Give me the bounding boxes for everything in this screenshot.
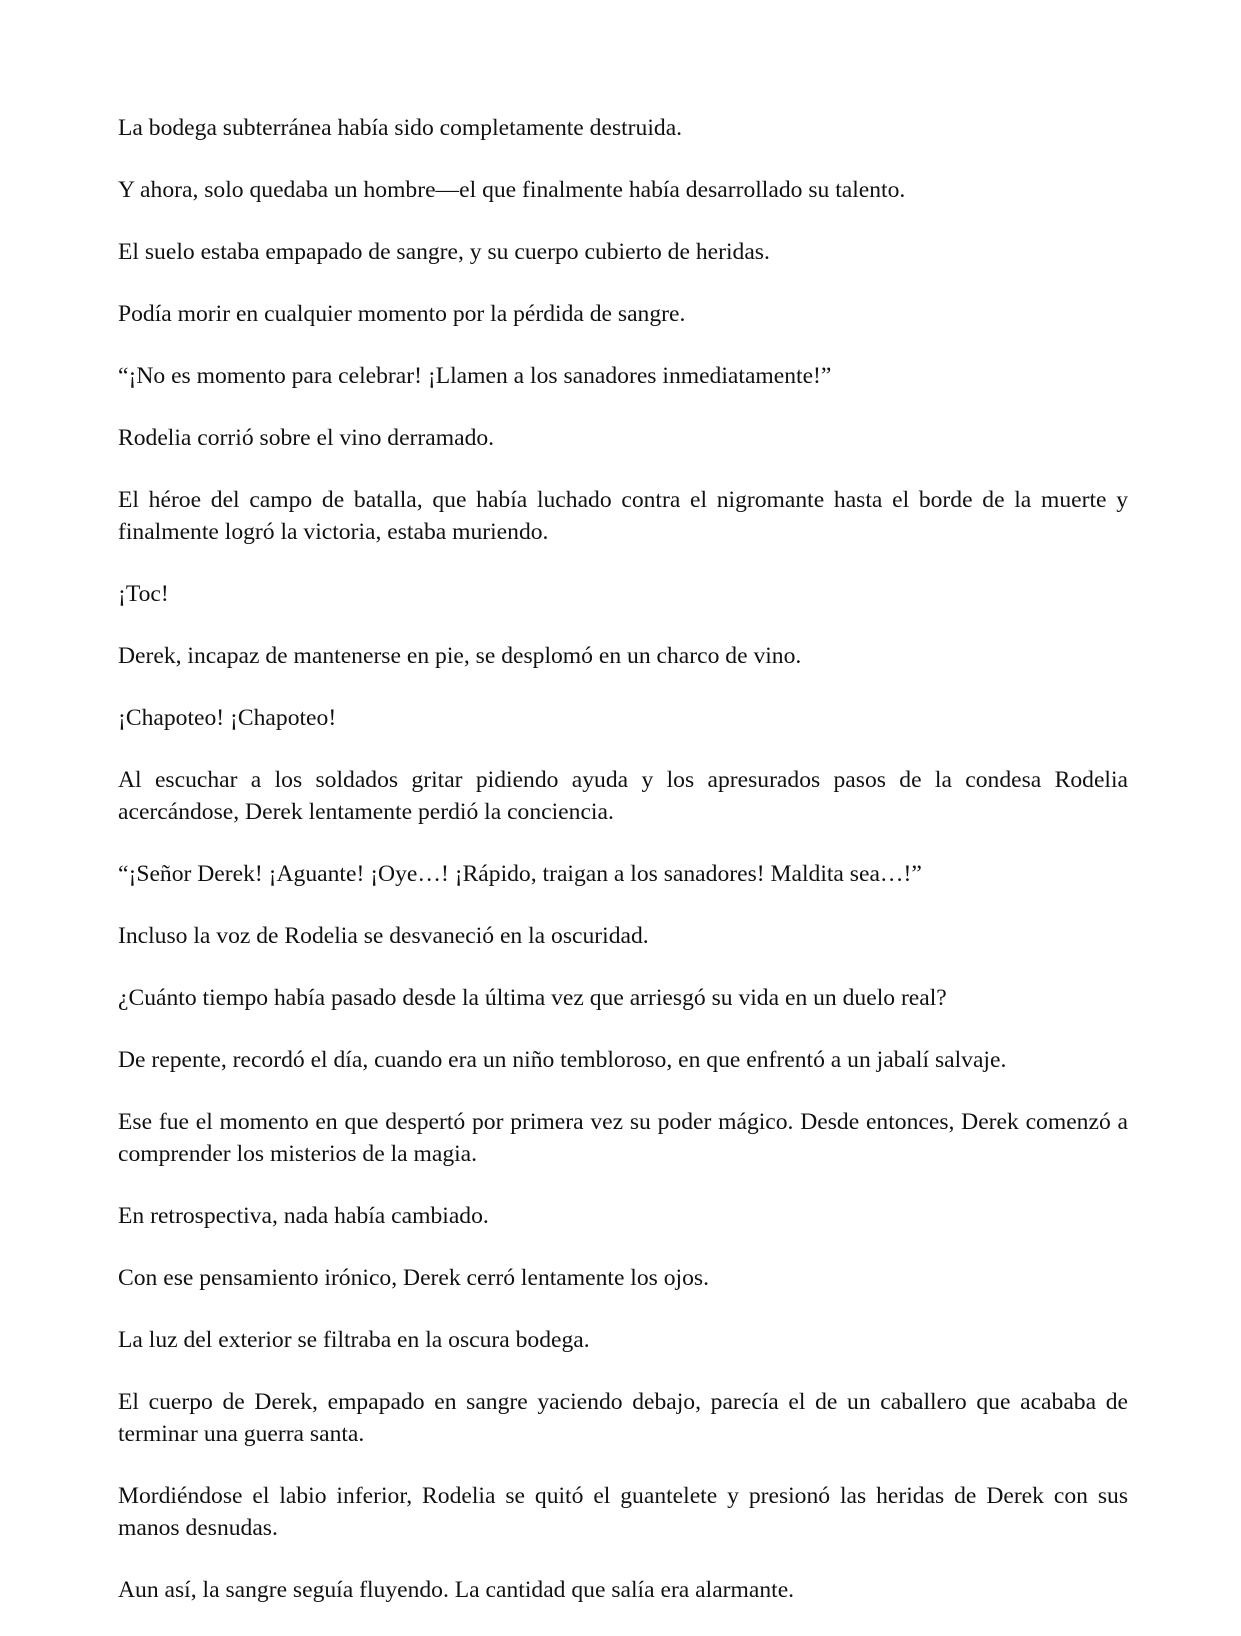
paragraph: Aun así, la sangre seguía fluyendo. La cantidad que salía era alarmante. (118, 1577, 795, 1603)
paragraph: El suelo estaba empapado de sangre, y su cuerpo cubierto de heridas. (118, 239, 770, 265)
paragraph: “¡No es momento para celebrar! ¡Llamen a los sanadores inmediatamente!” (118, 363, 832, 389)
paragraph: Con ese pensamiento irónico, Derek cerró lentamente los ojos. (118, 1265, 709, 1291)
paragraph: En retrospectiva, nada había cambiado. (118, 1203, 489, 1229)
paragraph: “¡Señor Derek! ¡Aguante! ¡Oye…! ¡Rápido, traigan a los sanadores! Maldita sea…!” (118, 861, 922, 887)
paragraph: Ese fue el momento en que despertó por primera vez su poder mágico. Desde entonces, Derek comenzó a comprender los misterios de la magia. (118, 1109, 1128, 1167)
paragraph: Y ahora, solo quedaba un hombre—el que finalmente había desarrollado su talento. (118, 177, 906, 203)
paragraph: La bodega subterránea había sido completamente destruida. (118, 115, 683, 141)
paragraph: Rodelia corrió sobre el vino derramado. (118, 425, 495, 451)
paragraph: ¡Chapoteo! ¡Chapoteo! (118, 705, 337, 731)
paragraph: ¿Cuánto tiempo había pasado desde la última vez que arriesgó su vida en un duelo real? (118, 985, 947, 1011)
paragraph: Incluso la voz de Rodelia se desvaneció en la oscuridad. (118, 923, 649, 949)
paragraph: Mordiéndose el labio inferior, Rodelia se quitó el guantelete y presionó las heridas de Derek con sus manos desnudas. (118, 1483, 1128, 1541)
paragraph: ¡Toc! (118, 581, 169, 607)
paragraph: Al escuchar a los soldados gritar pidiendo ayuda y los apresurados pasos de la condesa Rodelia acercándose, Derek lentamente perdió la conciencia. (118, 767, 1128, 825)
paragraph: La luz del exterior se filtraba en la oscura bodega. (118, 1327, 590, 1353)
paragraph: De repente, recordó el día, cuando era un niño tembloroso, en que enfrentó a un jabalí salvaje. (118, 1047, 1007, 1073)
document-page (118, 112, 1128, 1636)
paragraph: Derek, incapaz de mantenerse en pie, se desplomó en un charco de vino. (118, 643, 802, 669)
paragraph: Podía morir en cualquier momento por la pérdida de sangre. (118, 301, 686, 327)
paragraph: El cuerpo de Derek, empapado en sangre yaciendo debajo, parecía el de un caballero que acababa de terminar una guerra santa. (118, 1389, 1128, 1447)
paragraph: El héroe del campo de batalla, que había luchado contra el nigromante hasta el borde de la muerte y finalmente logró la victoria, estaba muriendo. (118, 487, 1128, 545)
